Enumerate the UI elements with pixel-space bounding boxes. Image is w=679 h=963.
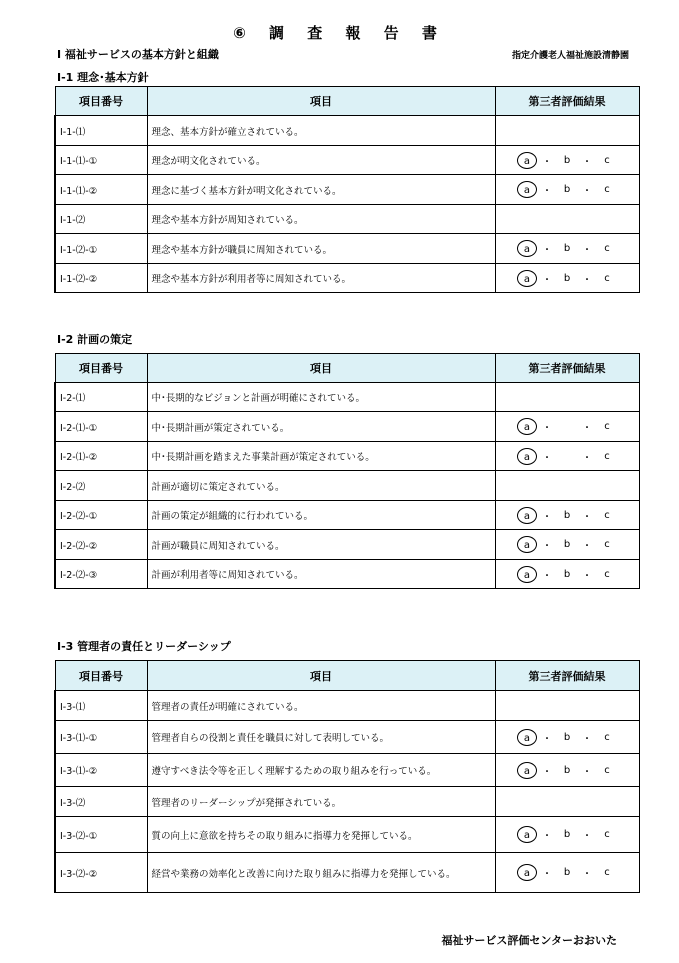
- separator-dot: ・: [542, 541, 552, 552]
- separator-dot: ・: [582, 423, 592, 434]
- separator-dot: ・: [542, 733, 552, 745]
- section-heading-3: Ⅰ-3 管理者の責任とリーダーシップ: [57, 640, 231, 653]
- grade-option: c: [604, 509, 610, 521]
- item-code: Ⅰ-3-⑵: [55, 787, 147, 817]
- separator-dot: ・: [582, 511, 592, 523]
- item-code: Ⅰ-1-⑵-②: [55, 264, 147, 293]
- table-row: [55, 530, 639, 560]
- item-text: 理念や基本方針が職員に周知されている。: [147, 234, 495, 264]
- grade-selected: a: [517, 566, 537, 583]
- separator-dot: ・: [542, 766, 552, 778]
- evaluation-table-3: [54, 660, 640, 893]
- item-text: 計画が適切に策定されている。: [147, 471, 495, 501]
- separator-dot: ・: [542, 423, 552, 434]
- header-result: 第三者評価結果: [495, 354, 639, 383]
- separator-dot: ・: [542, 274, 552, 286]
- header-result: 第三者評価結果: [495, 87, 639, 116]
- grade-selected: a: [517, 762, 537, 779]
- item-code: Ⅰ-1-⑴-②: [55, 175, 147, 205]
- table-row: [55, 817, 639, 853]
- table-row: [55, 412, 639, 442]
- organization-name: 指定介護老人福祉施設清静園: [511, 51, 629, 61]
- evaluation-result: [495, 146, 639, 175]
- item-code: Ⅰ-2-⑴-②: [55, 442, 147, 471]
- section-heading-1: Ⅰ-1 理念･基本方針: [57, 71, 149, 84]
- header-code: 項目番号: [55, 87, 147, 116]
- item-code: Ⅰ-2-⑵-③: [55, 560, 147, 589]
- grade-option: b: [563, 509, 571, 521]
- grade-options: [517, 448, 617, 465]
- evaluation-result: [495, 501, 639, 530]
- item-code: Ⅰ-3-⑴: [55, 691, 147, 721]
- grade-selected: a: [517, 418, 537, 435]
- grade-options: [517, 181, 617, 198]
- table-row: [55, 234, 639, 264]
- evaluation-result: [495, 560, 639, 589]
- table-row: [55, 146, 639, 175]
- item-code: Ⅰ-2-⑵-②: [55, 530, 147, 560]
- item-text: 管理者自らの役割と責任を職員に対して表明している。: [147, 721, 495, 754]
- table-row: [55, 442, 639, 471]
- grade-options: [517, 729, 617, 746]
- separator-dot: ・: [542, 511, 552, 523]
- evaluation-table-1: [54, 86, 640, 293]
- separator-dot: ・: [542, 831, 552, 842]
- item-code: Ⅰ-3-⑴-②: [55, 754, 147, 787]
- separator-dot: ・: [582, 869, 592, 880]
- item-code: Ⅰ-3-⑵-②: [55, 853, 147, 893]
- evaluation-result: [495, 530, 639, 560]
- grade-option: b: [563, 154, 571, 166]
- separator-dot: ・: [582, 541, 592, 552]
- separator-dot: ・: [542, 452, 552, 464]
- grade-option: c: [604, 184, 610, 195]
- table-row: [55, 560, 639, 589]
- item-text: 計画の策定が組織的に行われている。: [147, 501, 495, 530]
- table-row: [55, 721, 639, 754]
- separator-dot: ・: [542, 869, 552, 880]
- grade-option: b: [563, 272, 571, 284]
- footer-organization: 福祉サービス評価センターおおいた: [441, 934, 617, 947]
- item-code: Ⅰ-1-⑵: [55, 205, 147, 234]
- item-code: Ⅰ-2-⑵-①: [55, 501, 147, 530]
- item-text: 計画が利用者等に周知されている。: [147, 560, 495, 589]
- evaluation-result: [495, 116, 639, 146]
- grade-options: [517, 762, 617, 779]
- grade-options: [517, 566, 617, 583]
- separator-dot: ・: [582, 156, 592, 168]
- evaluation-result: [495, 175, 639, 205]
- grade-selected: a: [517, 448, 537, 465]
- grade-option: b: [563, 568, 571, 580]
- evaluation-result: [495, 442, 639, 471]
- grade-selected: a: [517, 181, 537, 198]
- separator-dot: ・: [542, 156, 552, 168]
- header-result: 第三者評価結果: [495, 661, 639, 691]
- item-code: Ⅰ-3-⑵-①: [55, 817, 147, 853]
- evaluation-table-2: [54, 353, 640, 589]
- item-text: 経営や業務の効率化と改善に向けた取り組みに指導力を発揮している。: [147, 853, 495, 893]
- grade-options: [517, 536, 617, 553]
- grade-option: c: [604, 243, 610, 254]
- evaluation-result: [495, 721, 639, 754]
- table-row: [55, 691, 639, 721]
- item-text: 理念が明文化されている。: [147, 146, 495, 175]
- item-code: Ⅰ-2-⑴: [55, 383, 147, 412]
- item-text: 計画が職員に周知されている。: [147, 530, 495, 560]
- grade-selected: a: [517, 270, 537, 287]
- header-item: 項目: [147, 87, 495, 116]
- header-code: 項目番号: [55, 661, 147, 691]
- item-code: Ⅰ-1-⑴-①: [55, 146, 147, 175]
- grade-option: b: [563, 764, 571, 776]
- grade-option: b: [563, 731, 571, 743]
- item-text: 理念に基づく基本方針が明文化されている。: [147, 175, 495, 205]
- item-text: 理念や基本方針が周知されている。: [147, 205, 495, 234]
- separator-dot: ・: [582, 245, 592, 256]
- item-code: Ⅰ-3-⑴-①: [55, 721, 147, 754]
- separator-dot: ・: [582, 452, 592, 464]
- header-code: 項目番号: [55, 354, 147, 383]
- item-text: 管理者のリーダーシップが発揮されている。: [147, 787, 495, 817]
- section-heading-2: Ⅰ-2 計画の策定: [57, 333, 133, 346]
- grade-option: c: [604, 539, 610, 550]
- grade-option: c: [604, 272, 610, 284]
- separator-dot: ・: [582, 570, 592, 582]
- page-title: ⑥ 調 査 報 告 書: [233, 24, 446, 42]
- table-row: [55, 471, 639, 501]
- item-code: Ⅰ-1-⑵-①: [55, 234, 147, 264]
- evaluation-result: [495, 853, 639, 893]
- table-row: [55, 175, 639, 205]
- evaluation-result: [495, 264, 639, 293]
- evaluation-result: [495, 817, 639, 853]
- table-row: [55, 264, 639, 293]
- grade-options: [517, 270, 617, 287]
- grade-options: [517, 507, 617, 524]
- evaluation-result: [495, 412, 639, 442]
- grade-option: c: [604, 421, 610, 432]
- main-heading: Ⅰ 福祉サービスの基本方針と組織: [57, 48, 219, 61]
- table-row: [55, 205, 639, 234]
- grade-option: c: [604, 829, 610, 840]
- item-code: Ⅰ-2-⑵: [55, 471, 147, 501]
- grade-selected: a: [517, 507, 537, 524]
- grade-option: b: [563, 867, 571, 878]
- item-text: 中･長期計画が策定されている。: [147, 412, 495, 442]
- item-code: Ⅰ-2-⑴-①: [55, 412, 147, 442]
- evaluation-result: [495, 205, 639, 234]
- item-text: 中･長期計画を踏まえた事業計画が策定されている。: [147, 442, 495, 471]
- grade-option: c: [604, 568, 610, 580]
- table-row: [55, 787, 639, 817]
- item-code: Ⅰ-1-⑴: [55, 116, 147, 146]
- table-header-row: [55, 354, 639, 383]
- grade-option: b: [563, 539, 571, 550]
- evaluation-result: [495, 754, 639, 787]
- separator-dot: ・: [542, 570, 552, 582]
- grade-options: [517, 418, 617, 435]
- item-text: 質の向上に意欲を持ちその取り組みに指導力を発揮している。: [147, 817, 495, 853]
- evaluation-result: [495, 691, 639, 721]
- grade-option: b: [563, 243, 571, 254]
- separator-dot: ・: [542, 245, 552, 256]
- grade-option: b: [563, 829, 571, 840]
- grade-options: [517, 826, 617, 843]
- grade-options: [517, 864, 617, 881]
- table-row: [55, 853, 639, 893]
- table-row: [55, 501, 639, 530]
- header-item: 項目: [147, 354, 495, 383]
- header-item: 項目: [147, 661, 495, 691]
- separator-dot: ・: [582, 831, 592, 842]
- item-text: 管理者の責任が明確にされている。: [147, 691, 495, 721]
- evaluation-result: [495, 787, 639, 817]
- grade-selected: a: [517, 826, 537, 843]
- separator-dot: ・: [582, 733, 592, 745]
- table-header-row: [55, 87, 639, 116]
- evaluation-result: [495, 234, 639, 264]
- table-row: [55, 754, 639, 787]
- table-row: [55, 116, 639, 146]
- grade-selected: a: [517, 729, 537, 746]
- grade-options: [517, 152, 617, 169]
- grade-selected: a: [517, 240, 537, 257]
- item-text: 遵守すべき法令等を正しく理解するための取り組みを行っている。: [147, 754, 495, 787]
- separator-dot: ・: [582, 766, 592, 778]
- grade-option: c: [604, 450, 610, 462]
- grade-option: c: [604, 867, 610, 878]
- table-header-row: [55, 661, 639, 691]
- grade-option: c: [604, 731, 610, 743]
- grade-option: c: [604, 764, 610, 776]
- grade-options: [517, 240, 617, 257]
- separator-dot: ・: [582, 186, 592, 197]
- evaluation-result: [495, 383, 639, 412]
- separator-dot: ・: [542, 186, 552, 197]
- evaluation-result: [495, 471, 639, 501]
- grade-selected: a: [517, 864, 537, 881]
- grade-selected: a: [517, 536, 537, 553]
- grade-option: c: [604, 154, 610, 166]
- separator-dot: ・: [582, 274, 592, 286]
- item-text: 中･長期的なビジョンと計画が明確にされている。: [147, 383, 495, 412]
- item-text: 理念や基本方針が利用者等に周知されている。: [147, 264, 495, 293]
- grade-selected: a: [517, 152, 537, 169]
- table-row: [55, 383, 639, 412]
- item-text: 理念、基本方針が確立されている。: [147, 116, 495, 146]
- grade-option: b: [563, 184, 571, 195]
